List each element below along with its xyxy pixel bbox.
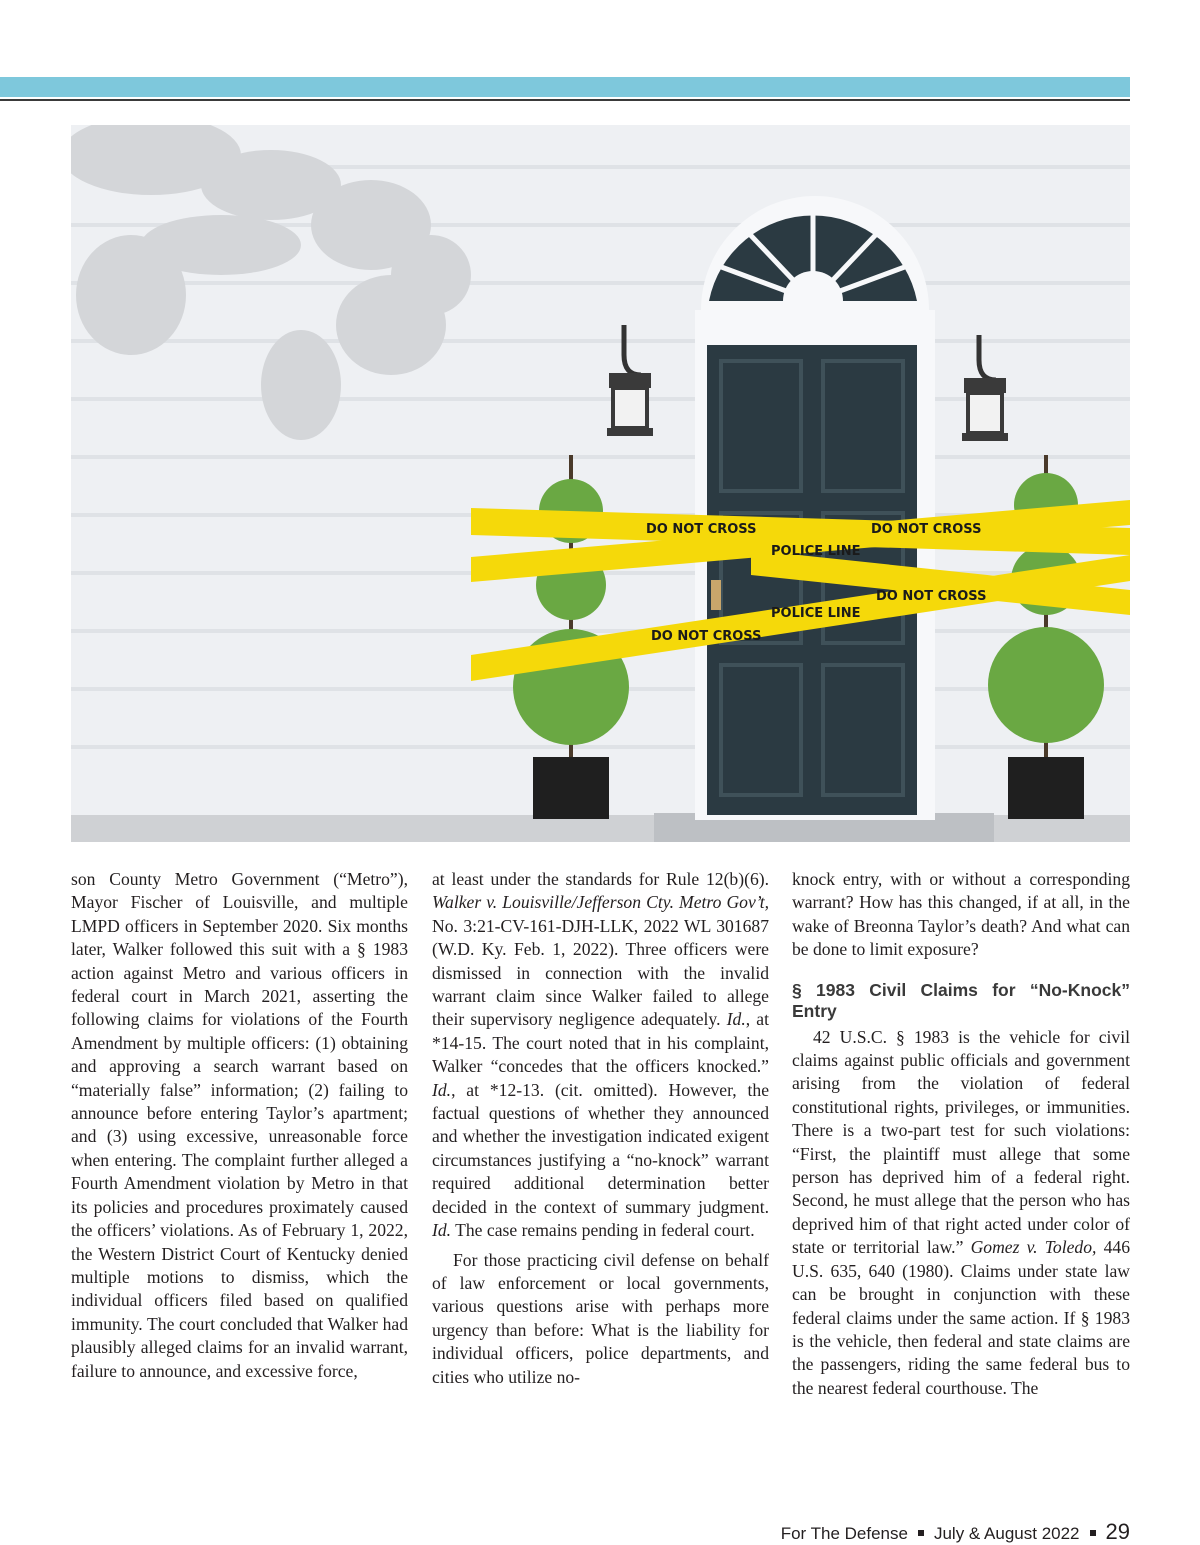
tape-label-6: DO NOT CROSS (876, 589, 987, 604)
col2-paragraph-2: For those practicing civil defense on behalf of law enforcement or local governments, various questions arise with perhaps more urgency than before: What is the liability for individual officers, police departments, and cities who utilize no- (432, 1249, 769, 1387)
section-heading: § 1983 Civil Claims for “No-Knock” Entry (792, 979, 1130, 1021)
column-1 (71, 868, 408, 1383)
header-color-band (0, 77, 1130, 97)
col3-paragraph-2: 42 U.S.C. § 1983 is the vehicle for civil claims against public officials and government arising from the violation of federal constitutional rights, privileges, or immunities. There is a two-part test for such violations: “First, the plaintiff must allege that some person has deprived him of a federal right. Second, he must allege that the person who has deprived him of that right acted under color of state or territorial law.” Gomez v. Toledo, 446 U.S. 635, 640 (1980). Claims under state law can be brought in conjunction with these federal claims under the same action. If § 1983 is the vehicle, then federal and state claims are the passengers, riding the same federal bus to the nearest federal courthouse. The (792, 1026, 1131, 1398)
tape-label-2: POLICE LINE (771, 544, 861, 559)
page-number: 29 (1105, 1519, 1130, 1544)
col2-paragraph-1: at least under the standards for Rule 12(b)(6). Walker v. Louisville/Jefferson Cty. Metro Gov’t, No. 3:21-CV-161-DJH-LLK, 2022 WL 301687 (W.D. Ky. Feb. 1, 2022). Three officers were dismissed in connection with the invalid warrant claim since Walker failed to allege their supervisory negligence adequately. Id., at *14-15. The court noted that in his complaint, Walker “concedes that the officers knocked.” Id., at *12-13. (cit. omitted). However, the factual questions of whether they announced and whether the investigation indicated exigent circumstances justifying a “no-knock” warrant required additional determination better decided in the context of summary judgment. Id. The case remains pending in federal court. (432, 869, 769, 1241)
separator-square-icon (918, 1530, 924, 1536)
header-rule (0, 99, 1130, 101)
separator-square-icon (1090, 1530, 1096, 1536)
publication-name: For The Defense (780, 1524, 908, 1543)
tape-label-1: DO NOT CROSS (646, 522, 757, 537)
col1-paragraph: son County Metro Government (“Metro”), Mayor Fischer of Louisville, and multiple LMPD officers in September 2020. Six months later, Walker followed this suit with a § 1983 action against Metro and various officers in federal court in March 2021, asserting the following claims for violations of the Fourth Amendment by multiple officers: (1) obtaining and approving a search warrant based on “materially false” information; (2) failing to announce before entering Taylor’s apartment; and (3) using excessive, unreasonable force when entering. The complaint further alleged a Fourth Amendment violation by Metro in that its policies and procedures proximately caused the officers’ violations. As of February 1, 2022, the Western District Court of Kentucky denied multiple motions to dismiss, which the individual officers filed based on qualified immunity. The court concluded that Walker had plausibly alleged claims for an invalid warrant, failure to announce, and excessive force, (71, 869, 408, 1381)
tape-label-3: DO NOT CROSS (871, 522, 982, 537)
col3-paragraph-1: knock entry, with or without a corresponding warrant? How has this changed, if at all, in the wake of Breonna Taylor’s death? And what can be done to limit exposure? (792, 869, 1130, 960)
door-crime-tape-illustration (71, 125, 1130, 842)
tape-label-4: POLICE LINE (771, 606, 861, 621)
issue-date: July & August 2022 (933, 1524, 1080, 1543)
column-3 (792, 868, 1130, 1400)
page-footer (781, 1519, 1130, 1545)
tape-label-5: DO NOT CROSS (651, 629, 762, 644)
column-2 (432, 868, 769, 1389)
